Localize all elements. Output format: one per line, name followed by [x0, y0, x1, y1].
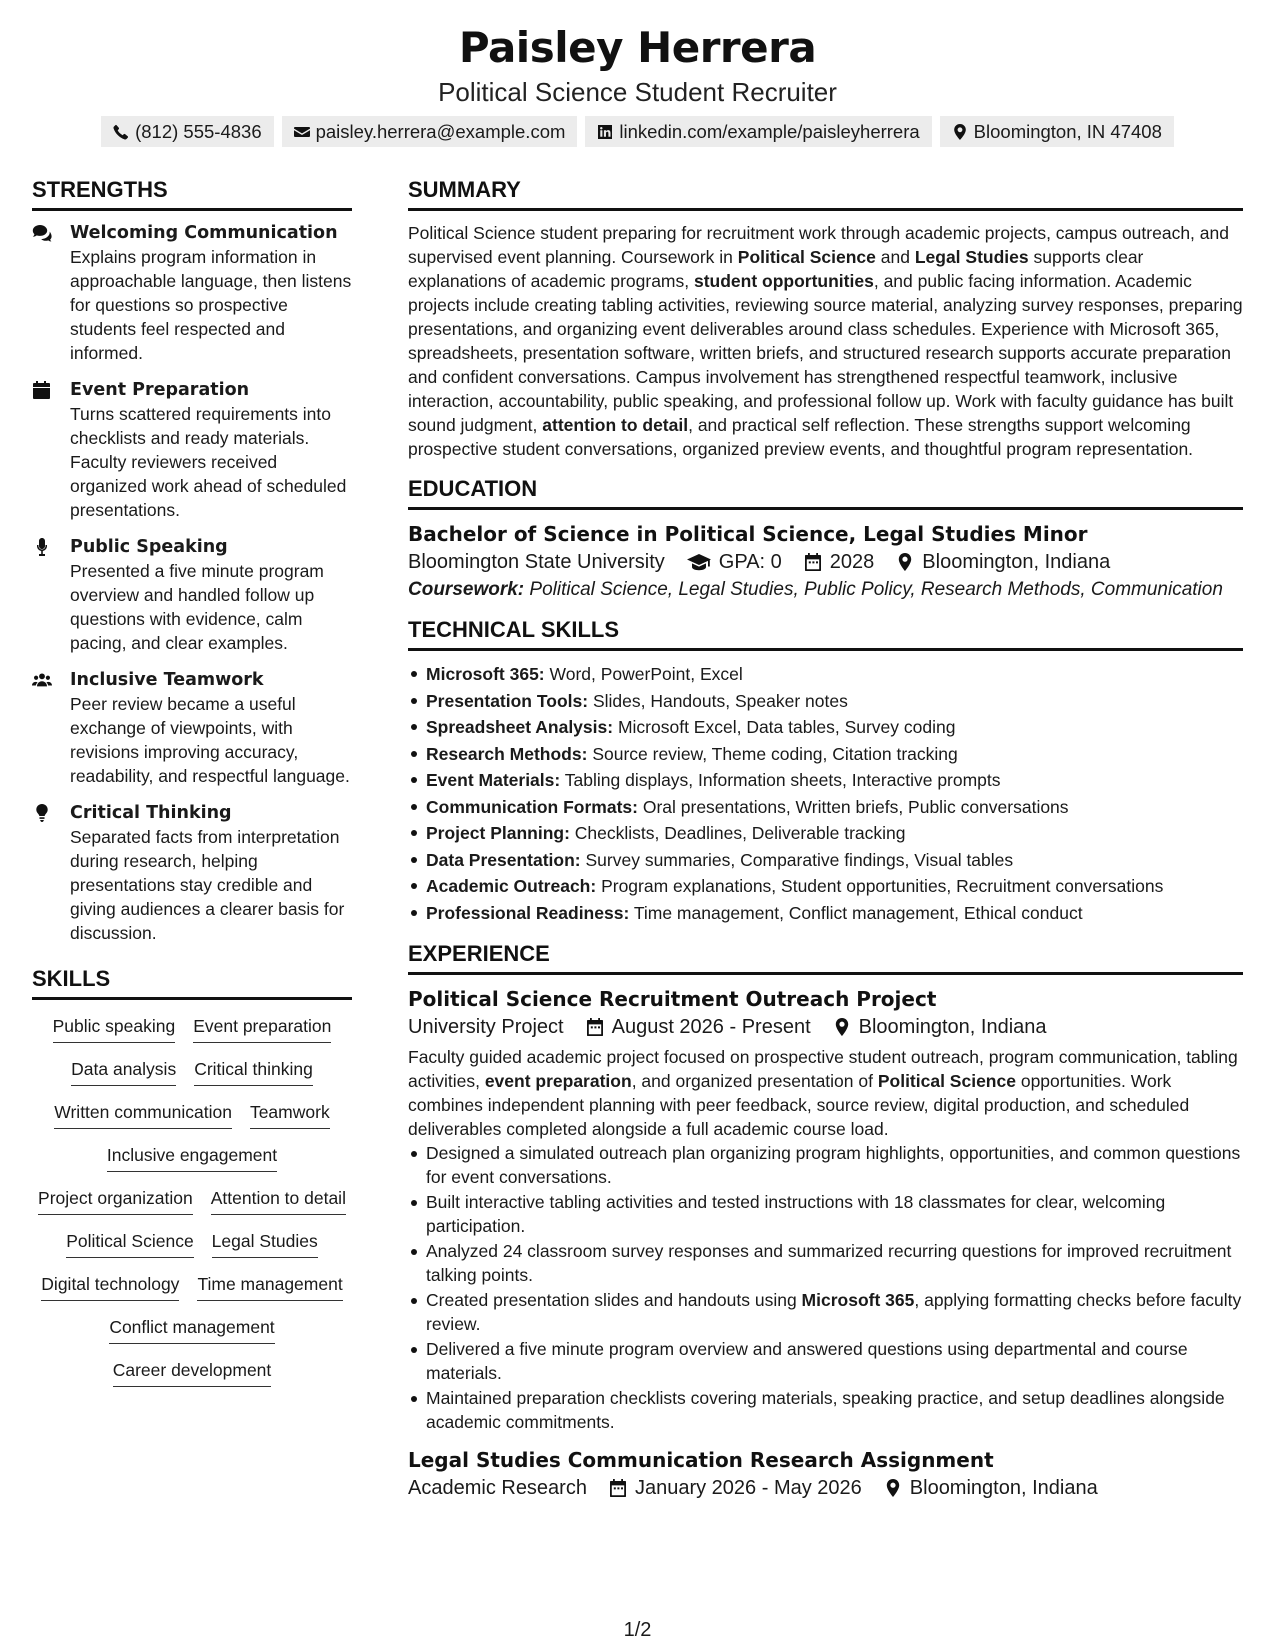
envelope-icon [294, 124, 310, 140]
skill-tag: Data analysis [71, 1057, 176, 1086]
summary-heading: SUMMARY [408, 176, 1243, 211]
experience-entry [408, 1446, 1243, 1502]
contact-text: (812) 555-4836 [135, 121, 262, 142]
skill-tag: Career development [113, 1358, 272, 1387]
contact-linkedin[interactable] [585, 116, 931, 147]
summary-text: Political Science student preparing for recruitment work through academic projects, campus outreach, and supervised event planning. Coursework in Political Science and Legal Studies supports clear explanations of academic programs, student opportunities, and public facing information. Academic projects include creating tabling activities, reviewing source material, analyzing survey responses, preparing presentations, and organizing event deliverables around class schedules. Experience with Microsoft 365, spreadsheets, presentation software, written briefs, and structured research supports accurate preparation and confident conversations. Campus involvement has strengthened respectful teamwork, inclusive interaction, accountability, public speaking, and professional follow up. Work with faculty guidance has built sound judgment, attention to detail, and practical self reflection. These strengths support welcoming prospective student conversations, organized preview events, and thoughtful program representation. [408, 223, 1243, 459]
users-icon [32, 671, 52, 689]
job-org: Academic Research [408, 1477, 587, 1499]
list-item: Presentation Tools: Slides, Handouts, Speaker notes [408, 688, 1243, 715]
strength-name: Critical Thinking [70, 803, 232, 823]
list-item: Academic Outreach: Program explanations, Student opportunities, Recruitment conversations [408, 873, 1243, 900]
education-location: Bloomington, Indiana [922, 551, 1111, 573]
strength-description: Turns scattered requirements into checklists and ready materials. Faculty reviewers received organized work ahead of scheduled presentations. [70, 404, 347, 520]
experience-entry [408, 985, 1243, 1434]
skill-tag: Critical thinking [194, 1057, 313, 1086]
experience-heading: EXPERIENCE [408, 940, 1243, 975]
skill-tag: Political Science [66, 1229, 193, 1258]
skills-list [32, 1014, 352, 1387]
list-item: Delivered a five minute program overview and answered questions using departmental and course materials. [408, 1337, 1243, 1385]
map-pin-icon [952, 124, 968, 140]
skill-tag: Inclusive engagement [107, 1143, 277, 1172]
list-item: Project Planning: Checklists, Deadlines, Deliverable tracking [408, 820, 1243, 847]
chat-bubbles-icon [32, 224, 52, 242]
list-item: Professional Readiness: Time management, Conflict management, Ethical conduct [408, 900, 1243, 927]
skill-tag: Legal Studies [212, 1229, 318, 1258]
list-item: Research Methods: Source review, Theme coding, Citation tracking [408, 741, 1243, 768]
job-meta [408, 1013, 1243, 1041]
job-location: Bloomington, Indiana [858, 1016, 1047, 1038]
strength-item [32, 535, 352, 655]
linkedin-icon [597, 124, 613, 140]
degree-title: Bachelor of Science in Political Science, Legal Studies Minor [408, 522, 1088, 546]
strength-description: Explains program information in approachable language, then listens for questions so prospective students feel respected and informed. [70, 247, 352, 363]
job-dates: January 2026 - May 2026 [634, 1477, 862, 1499]
strength-description: Peer review became a useful exchange of viewpoints, with revisions improving accuracy, readability, and respectful language. [70, 694, 350, 786]
contact-phone[interactable] [101, 116, 274, 147]
calendar-icon [609, 1479, 627, 1497]
candidate-name: Paisley Herrera [458, 23, 817, 72]
map-pin-icon [896, 553, 914, 571]
strength-name: Event Preparation [70, 380, 250, 400]
lightbulb-icon [32, 804, 52, 822]
strengths-list [32, 221, 352, 945]
education-section [408, 475, 1243, 602]
list-item: Built interactive tabling activities and tested instructions with 18 classmates for clear, welcoming participation. [408, 1190, 1243, 1238]
skill-tag: Attention to detail [211, 1186, 346, 1215]
skill-tag: Event preparation [193, 1014, 331, 1043]
job-description: Faculty guided academic project focused on prospective student outreach, program communication, tabling activities, event preparation, and organized presentation of Political Science opportunities. Work combines independent planning with peer feedback, source review, digital production, and scheduled deliverables completed alongside a full academic course load. [408, 1047, 1238, 1139]
list-item: Microsoft 365: Word, PowerPoint, Excel [408, 661, 1243, 688]
technical-skills-heading: TECHNICAL SKILLS [408, 616, 1243, 651]
strengths-heading: STRENGTHS [32, 176, 352, 211]
list-item: Analyzed 24 classroom survey responses and summarized recurring questions for improved recruitment talking points. [408, 1239, 1243, 1287]
left-column [32, 176, 352, 1516]
right-column [408, 176, 1243, 1516]
coursework [408, 578, 1243, 602]
calendar-icon [804, 553, 822, 571]
contact-text: Bloomington, IN 47408 [973, 121, 1162, 142]
summary-section [408, 176, 1243, 461]
experience-section [408, 940, 1243, 1502]
candidate-title: Political Science Student Recruiter [438, 77, 837, 107]
strength-item [32, 221, 352, 365]
contact-location [940, 116, 1174, 147]
job-meta [408, 1474, 1243, 1502]
skill-tag: Digital technology [41, 1272, 179, 1301]
strength-description: Separated facts from interpretation during research, helping presentations stay credible and giving audiences a clearer basis for discussion. [70, 827, 345, 943]
coursework-list: Political Science, Legal Studies, Public Policy, Research Methods, Communication [529, 579, 1223, 600]
job-dates: August 2026 - Present [611, 1016, 811, 1038]
technical-skills-section [408, 616, 1243, 926]
strength-name: Inclusive Teamwork [70, 670, 264, 690]
contact-text: paisley.herrera@example.com [315, 121, 566, 142]
contact-text: linkedin.com/example/paisleyherrera [619, 121, 920, 142]
strength-item [32, 378, 352, 522]
list-item: Created presentation slides and handouts using Microsoft 365, applying formatting checks before faculty review. [408, 1288, 1243, 1336]
list-item: Designed a simulated outreach plan organizing program highlights, opportunities, and common questions for event conversations. [408, 1141, 1243, 1189]
calendar-icon [32, 381, 52, 399]
contact-email[interactable] [282, 116, 578, 147]
list-item: Event Materials: Tabling displays, Information sheets, Interactive prompts [408, 767, 1243, 794]
skill-tag: Teamwork [250, 1100, 330, 1129]
strength-name: Public Speaking [70, 537, 228, 557]
education-heading: EDUCATION [408, 475, 1243, 510]
job-location: Bloomington, Indiana [909, 1477, 1098, 1499]
graduation-cap-icon [687, 553, 711, 571]
coursework-label: Coursework: [408, 579, 525, 600]
resume-header [0, 0, 1275, 147]
technical-skills-list [408, 661, 1243, 926]
microphone-icon [32, 538, 52, 556]
calendar-icon [586, 1018, 604, 1036]
strength-item [32, 801, 352, 945]
job-title: Legal Studies Communication Research Assignment [408, 1448, 994, 1472]
list-item: Maintained preparation checklists covering materials, speaking practice, and setup deadlines alongside academic commitments. [408, 1386, 1243, 1434]
job-bullets [408, 1141, 1243, 1434]
job-org: University Project [408, 1016, 564, 1038]
contact-bar [0, 116, 1275, 147]
skill-tag: Project organization [38, 1186, 193, 1215]
list-item: Spreadsheet Analysis: Microsoft Excel, Data tables, Survey coding [408, 714, 1243, 741]
job-title: Political Science Recruitment Outreach Project [408, 987, 937, 1011]
education-meta [408, 548, 1243, 576]
strength-item [32, 668, 352, 788]
resume-body [32, 176, 1243, 1516]
map-pin-icon [884, 1479, 902, 1497]
skill-tag: Time management [197, 1272, 342, 1301]
map-pin-icon [833, 1018, 851, 1036]
page-number: 1/2 [623, 1619, 652, 1641]
strength-description: Presented a five minute program overview and handled follow up questions with evidence, calm pacing, and clear examples. [70, 561, 324, 653]
skill-tag: Written communication [54, 1100, 232, 1129]
list-item: Communication Formats: Oral presentations, Written briefs, Public conversations [408, 794, 1243, 821]
skill-tag: Conflict management [109, 1315, 274, 1344]
skill-tag: Public speaking [53, 1014, 176, 1043]
skills-heading: SKILLS [32, 965, 352, 1000]
gpa: GPA: 0 [718, 551, 782, 573]
graduation-year: 2028 [829, 551, 875, 573]
list-item: Data Presentation: Survey summaries, Comparative findings, Visual tables [408, 847, 1243, 874]
strength-name: Welcoming Communication [70, 223, 338, 243]
phone-icon [113, 124, 129, 140]
school-name: Bloomington State University [408, 551, 665, 573]
